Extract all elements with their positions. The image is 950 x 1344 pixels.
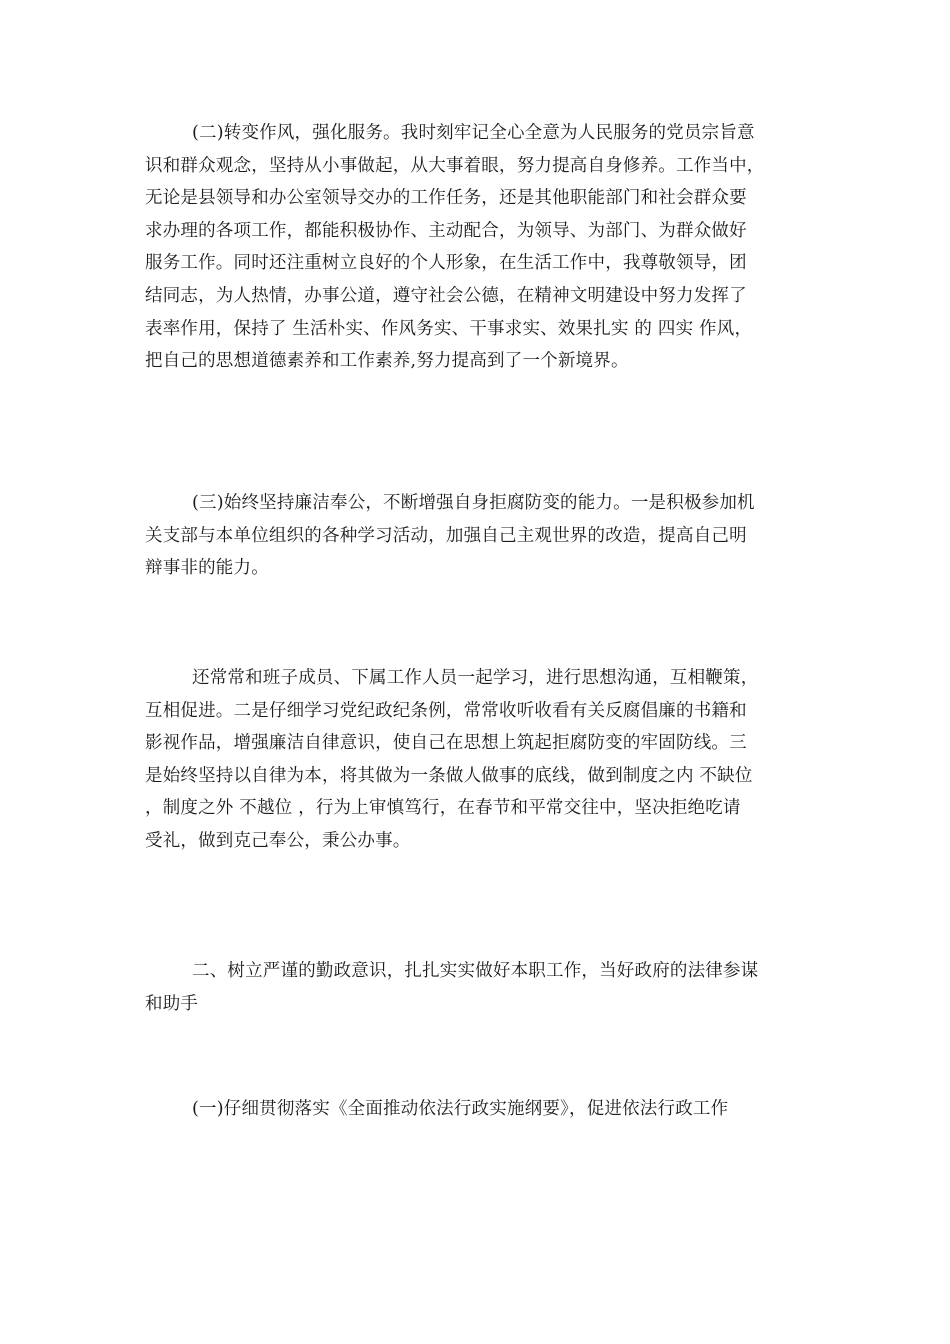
text-line: 把自己的思想道德素养和工作素养,努力提高到了一个新境界。 bbox=[145, 351, 629, 372]
paragraph-change-style bbox=[145, 117, 810, 378]
paragraph-study-together bbox=[145, 662, 810, 858]
text-line: 识和群众观念，坚持从小事做起，从大事着眼，努力提高自身修养。工作当中， bbox=[145, 155, 765, 176]
text-line: 求办理的各项工作，都能积极协作、主动配合，为领导、为部门、为群众做好 bbox=[145, 220, 747, 241]
text-line: 还常常和班子成员、下属工作人员一起学习，进行思想沟通，互相鞭策， bbox=[192, 668, 759, 688]
text-line: 无论是县领导和办公室领导交办的工作任务，还是其他职能部门和社会群众要 bbox=[145, 188, 747, 209]
subsection-heading-law bbox=[145, 1093, 810, 1126]
paragraph-integrity bbox=[145, 487, 810, 585]
text-line: 服务工作。同时还注重树立良好的个人形象，在生活工作中，我尊敬领导，团 bbox=[145, 253, 747, 274]
text-line: 关支部与本单位组织的各种学习活动，加强自己主观世界的改造，提高自己明 bbox=[145, 525, 747, 546]
text-line: 是始终坚持以自律为本，将其做为一条做人做事的底线，做到制度之内 不缺位 bbox=[145, 765, 753, 786]
text-line: 二、树立严谨的勤政意识，扎扎实实做好本职工作，当好政府的法律参谋 bbox=[192, 961, 759, 981]
text-line: 表率作用，保持了 生活朴实、作风务实、干事求实、效果扎实 的 四实 作风， bbox=[145, 318, 753, 339]
text-line: ，制度之外 不越位 ，行为上审慎笃行，在春节和平常交往中，坚决拒绝吃请 bbox=[145, 798, 741, 819]
text-line: (二)转变作风，强化服务。我时刻牢记全心全意为人民服务的党员宗旨意 bbox=[192, 123, 755, 143]
text-line: 和助手 bbox=[145, 993, 199, 1014]
text-line: 互相促进。二是仔细学习党纪政纪条例，常常收听收看有关反腐倡廉的书籍和 bbox=[145, 700, 747, 721]
text-line: 影视作品，增强廉洁自律意识，使自己在思想上筑起拒腐防变的牢固防线。三 bbox=[145, 733, 747, 754]
text-line: 辩事非的能力。 bbox=[145, 558, 269, 579]
text-line: (三)始终坚持廉洁奉公，不断增强自身拒腐防变的能力。一是积极参加机 bbox=[192, 493, 755, 513]
text-line: (一)仔细贯彻落实《全面推动依法行政实施纲要》，促进依法行政工作 bbox=[192, 1099, 729, 1119]
section-heading-diligence bbox=[145, 955, 810, 1020]
text-line: 受礼，做到克己奉公，秉公办事。 bbox=[145, 830, 411, 851]
text-line: 结同志，为人热情，办事公道，遵守社会公德，在精神文明建设中努力发挥了 bbox=[145, 285, 747, 306]
